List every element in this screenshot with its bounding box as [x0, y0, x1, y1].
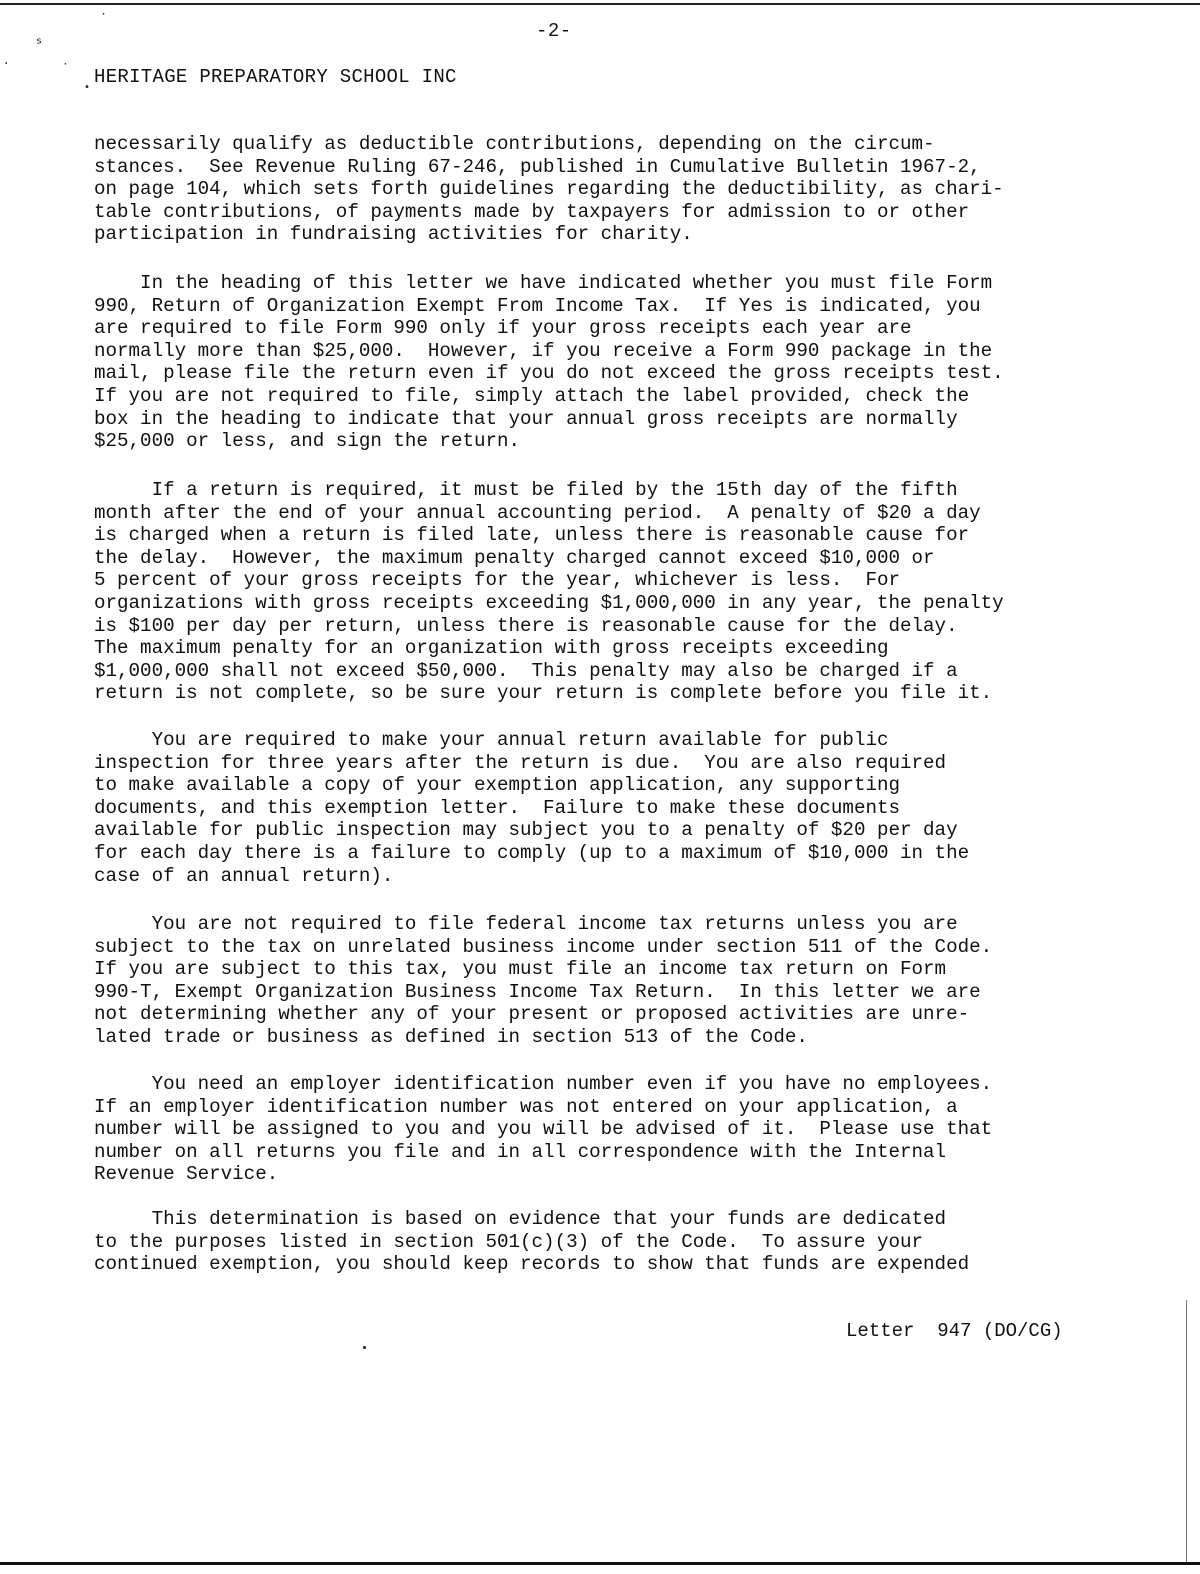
scan-edge-line — [1186, 1300, 1187, 1562]
page-number: -2- — [536, 20, 572, 42]
top-border-line — [0, 3, 1200, 5]
letter-code: Letter 947 (DO/CG) — [846, 1320, 1063, 1342]
body-paragraph-1: necessarily qualify as deductible contributions, depending on the circum- stances. See Revenue Ruling 67-246, published in Cumulative Bulletin 1967-2, on page 104, which sets forth guidelines regarding the deductibility, as chari- table contributions, of payments made by taxpayers for admission to or other participation in fundraising activities for charity. — [94, 133, 1004, 246]
scan-artifact — [363, 1346, 366, 1349]
body-paragraph-7: This determination is based on evidence that your funds are dedicated to the purposes listed in section 501(c)(3) of the Code. To assure your continued exemption, you should keep records to show that funds are expended — [94, 1208, 970, 1276]
body-paragraph-4: You are required to make your annual return available for public inspection for three years after the return is due. You are also required to make available a copy of your exemption application, any supporting documents, and this exemption letter. Failure to make these documents available for public inspection may subject you to a penalty of $20 per day for each day there is a failure to comply (up to a maximum of $10,000 in the case of an annual return). — [94, 729, 970, 887]
body-paragraph-2: In the heading of this letter we have indicated whether you must file Form 990, Return of Organization Exempt From Income Tax. If Yes is indicated, you are required to file Form 990 only if your gross receipts each year are normally more than $25,000. However, if you receive a Form 990 package in the mail, please file the return even if you do not exceed the gross receipts test. If you are not required to file, simply attach the label provided, check the box in the heading to indicate that your annual gross receipts are normally $25,000 or less, and sign the return. — [94, 272, 1004, 453]
scan-artifact: • — [84, 82, 90, 93]
scan-artifact: ˙ — [62, 62, 69, 78]
organization-name: HERITAGE PREPARATORY SCHOOL INC — [94, 66, 457, 88]
scan-artifact: · — [4, 56, 9, 72]
body-paragraph-5: You are not required to file federal income tax returns unless you are subject to the tax on unrelated business income under section 511 of the Code. If you are subject to this tax, you must file an income tax return on Form 990-T, Exempt Organization Business Income Tax Return. In this letter we are not determining whether any of your present or proposed activities are unre- lated trade or business as defined in section 513 of the Code. — [94, 913, 993, 1048]
body-paragraph-3: If a return is required, it must be filed by the 15th day of the fifth month after the end of your annual accounting period. A penalty of $20 a day is charged when a return is filed late, unless there is reasonable cause for the delay. However, the maximum penalty charged cannot exceed $10,000 or 5 percent of your gross receipts for the year, whichever is less. For organizations with gross receipts exceeding $1,000,000 in any year, the penalty is $100 per day per return, unless there is reasonable cause for the delay. The maximum penalty for an organization with gross receipts exceeding $1,000,000 shall not exceed $50,000. This penalty may also be charged if a return is not complete, so be sure your return is complete before you file it. — [94, 479, 1004, 705]
scan-artifact: ˢ — [36, 34, 42, 53]
scan-artifact: ˙ — [100, 12, 107, 28]
body-paragraph-6: You need an employer identification number even if you have no employees. If an employer identification number was not entered on your application, a number will be assigned to you and you will be advised of it. Please use that number on all returns you file and in all correspondence with the Internal Revenue Service. — [94, 1073, 993, 1186]
bottom-border-line — [0, 1562, 1200, 1565]
